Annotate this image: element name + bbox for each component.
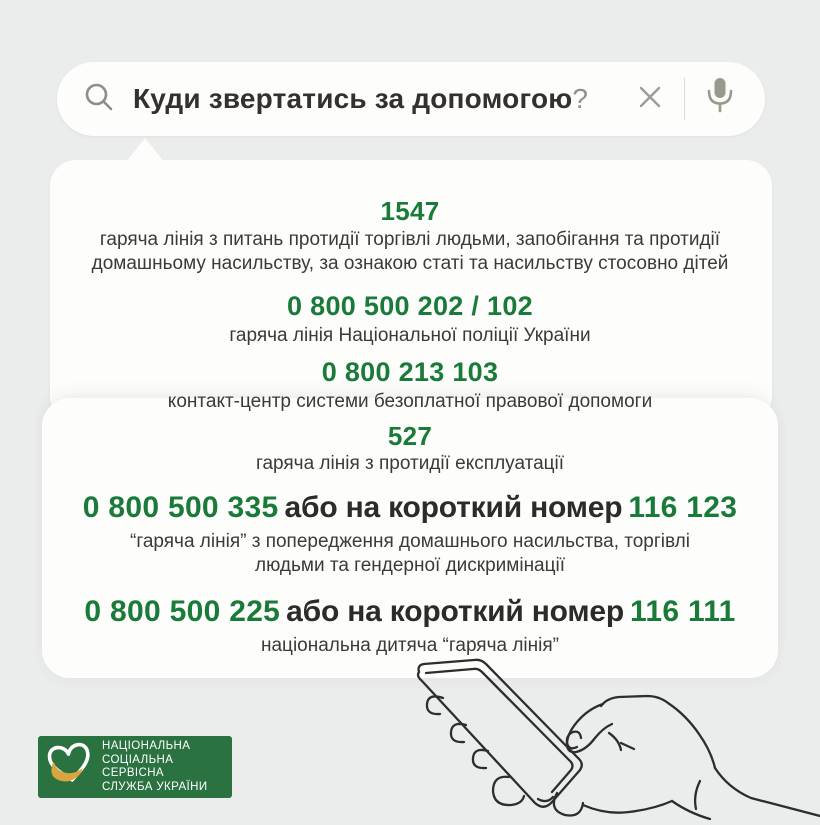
hotline-number: 527 (387, 421, 433, 451)
hotline-connector-text: або на короткий номер (286, 595, 625, 628)
speech-bubble-tail (126, 138, 164, 162)
hotline-number: 1547 (380, 196, 440, 226)
organization-name-line: НАЦІОНАЛЬНА (102, 740, 191, 752)
search-input[interactable] (133, 83, 630, 115)
hotline-entry (42, 356, 778, 414)
hotline-short-number: 116 123 (628, 491, 738, 524)
hotline-number-line (42, 595, 778, 629)
hotline-short-number: 116 111 (630, 595, 736, 628)
hotline-number: 0 800 500 335 (82, 491, 279, 524)
clear-search-button[interactable] (630, 79, 670, 119)
organization-logo (38, 736, 232, 798)
hotline-entry (42, 595, 778, 658)
search-bar[interactable] (57, 62, 765, 136)
search-query-mark: ? (572, 83, 589, 114)
close-icon (637, 84, 663, 115)
hotline-entry (42, 290, 778, 348)
hotline-entry (42, 422, 778, 476)
hotline-description: гаряча лінія з протидії експлуатації (255, 453, 565, 474)
hotline-number-line (42, 491, 778, 525)
hotline-description: “гаряча лінія” з попередження домашнього насильства, торгівлі людьми та гендерної дискримінації (130, 531, 690, 576)
hotline-connector-text: або на короткий номер (284, 491, 623, 524)
hotline-description: гаряча лінія з питань протидії торгівлі людьми, запобігання та протидії домашньому насильству, за ознакою статі та насильству стосовно дітей (91, 229, 729, 274)
search-query: Куди звертатись за допомогою (133, 83, 573, 114)
hotline-description: контакт-центр системи безоплатної правової допомоги (167, 391, 653, 412)
organization-name (102, 740, 232, 794)
hotlines-list (42, 160, 778, 658)
hand-holding-phone-illustration (395, 652, 820, 820)
hotline-description: гаряча лінія Національної поліції України (229, 325, 591, 346)
hotline-description: національна дитяча “гаряча лінія” (261, 635, 559, 656)
heart-in-hand-icon (46, 739, 94, 796)
mic-icon (704, 76, 736, 123)
search-divider (684, 78, 685, 120)
search-icon (83, 81, 115, 118)
hotline-entry (42, 174, 778, 276)
organization-name-line: СОЦІАЛЬНА СЕРВІСНА (102, 753, 174, 779)
hotline-number: 0 800 500 202 / 102 (287, 291, 533, 321)
hotline-number: 0 800 213 103 (321, 357, 499, 387)
organization-name-line: СЛУЖБА УКРАЇНИ (102, 780, 208, 793)
hotline-entry (42, 491, 778, 578)
hotline-number: 0 800 500 225 (84, 595, 281, 628)
voice-search-button[interactable] (699, 76, 741, 122)
